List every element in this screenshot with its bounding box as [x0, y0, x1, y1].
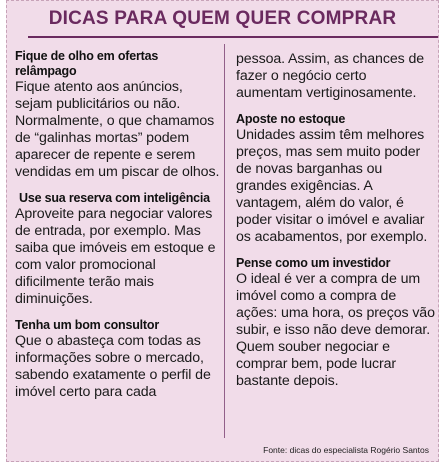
- tip-heading: Pense como um investidor: [236, 256, 391, 270]
- column-divider: [224, 44, 225, 438]
- left-column: [15, 49, 220, 411]
- tip-body: Unidades assim têm melhores preços, mas sem muito poder de novas barganhas ou grandes exigências. A vantagem, além do valor, é poder visitar o imóvel e avaliar os acabamentos, por exemplo.: [236, 127, 428, 245]
- title-bar: [6, 0, 439, 40]
- infobox-title: DICAS PARA QUEM QUER COMPRAR: [48, 8, 397, 29]
- title-underline: [28, 36, 438, 38]
- tip-reserva-inteligencia: [15, 191, 220, 308]
- tip-pense-investidor: [236, 256, 436, 390]
- source-credit: Fonte: dicas do especialista Rogério Santos: [263, 445, 429, 455]
- tip-aposte-estoque: [236, 112, 436, 246]
- tip-body: pessoa. Assim, as chances de fazer o negócio certo aumentam vertiginosamente.: [236, 51, 425, 101]
- tip-body: Fique atento aos anúncios, sejam publicitários ou não. Normalmente, o que chamamos de “galinhas mortas” podem aparecer de repente e serem vendidas em um piscar de olhos.: [15, 79, 220, 180]
- tip-heading: Aposte no estoque: [236, 112, 346, 126]
- right-column: [236, 51, 436, 400]
- tip-ofertas-relampago: [15, 49, 220, 181]
- tip-body: Que o abasteça com todas as informações sobre o mercado, sabendo exatamente o perfil de imóvel certo para cada: [15, 333, 211, 400]
- tip-body: Aproveite para negociar valores de entrada, por exemplo. Mas saiba que imóveis em estoque e com valor promocional dificilmente terão mais diminuições.: [15, 206, 216, 307]
- tip-bom-consultor-continued: [236, 51, 436, 102]
- tip-body: O ideal é ver a compra de um imóvel como a compra de ações: uma hora, os preços vão subir, e isso não deve demorar. Quem souber negociar e comprar bem, pode lucrar bastante depois.: [236, 271, 435, 389]
- tip-heading: Fique de olho em ofertas relâmpago: [15, 49, 159, 78]
- tip-heading: Tenha um bom consultor: [15, 318, 159, 332]
- tip-bom-consultor: [15, 318, 220, 401]
- tip-heading: Use sua reserva com inteligência: [19, 191, 210, 205]
